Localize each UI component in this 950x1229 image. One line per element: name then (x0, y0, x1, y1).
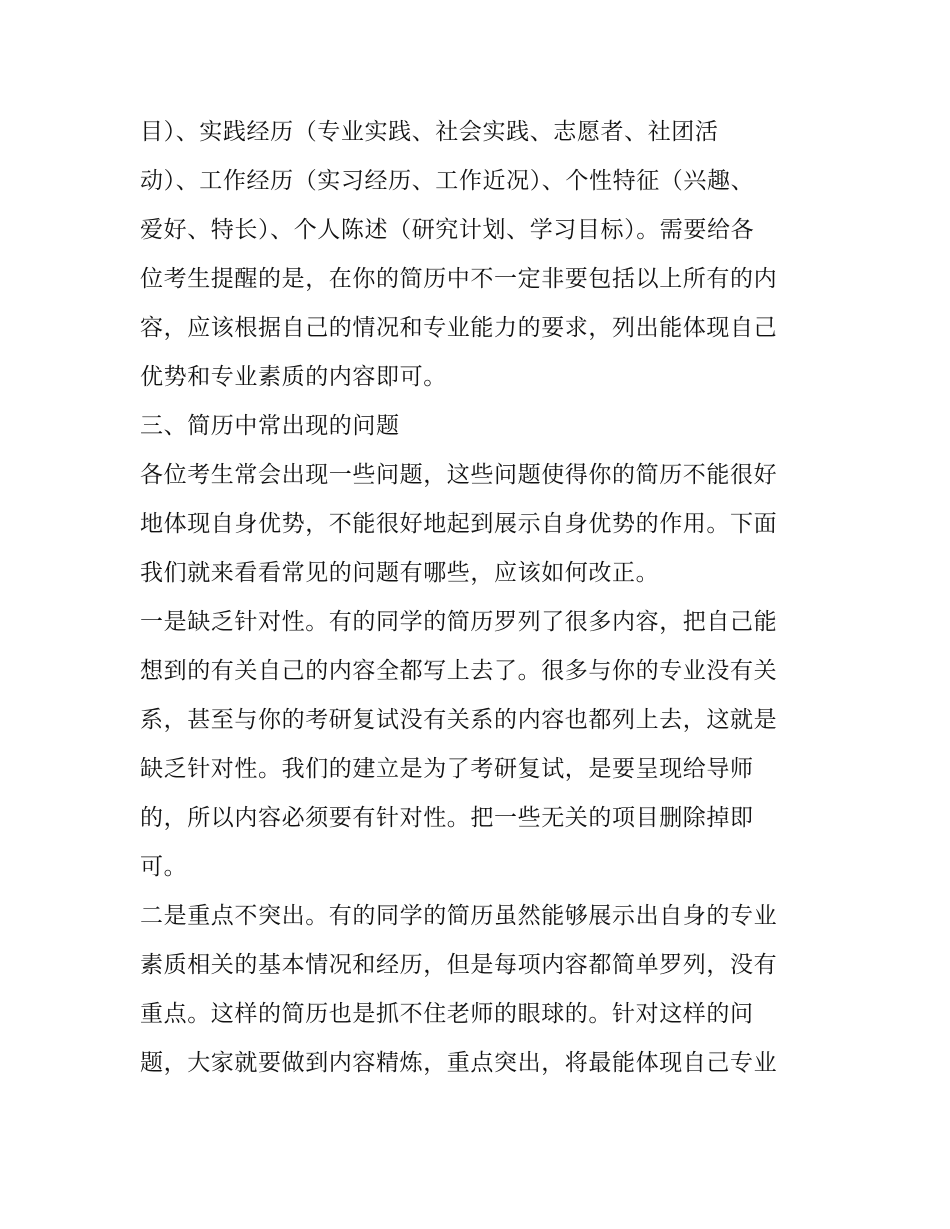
text-line: 动）、工作经历（实习经历、工作近况）、个性特征（兴趣、 (140, 168, 755, 194)
text-line: 地体现自身优势，不能很好地起到展示自身优势的作用。下面 (140, 511, 778, 537)
text-line: 优势和专业素质的内容即可。 (140, 364, 447, 390)
text-line: 想到的有关自己的内容全都写上去了。很多与你的专业没有关 (140, 658, 778, 684)
document-body (140, 108, 820, 1088)
text-line: 目）、实践经历（专业实践、社会实践、志愿者、社团活 (140, 119, 719, 145)
text-line: 的，所以内容必须要有针对性。把一些无关的项目删除掉即 (140, 805, 754, 831)
text-line: 二是重点不突出。有的同学的简历虽然能够展示出自身的专业 (140, 903, 778, 929)
text-line: 缺乏针对性。我们的建立是为了考研复试，是要呈现给导师 (140, 756, 754, 782)
text-line: 爱好、特长）、个人陈述（研究计划、学习目标）。需要给各 (140, 217, 755, 243)
text-line: 重点。这样的简历也是抓不住老师的眼球的。针对这样的问 (140, 1001, 754, 1027)
text-line: 我们就来看看常见的问题有哪些，应该如何改正。 (140, 560, 660, 586)
section-heading: 三、简历中常出现的问题 (140, 413, 400, 439)
text-line: 各位考生常会出现一些问题，这些问题使得你的简历不能很好 (140, 462, 778, 488)
text-line: 一是缺乏针对性。有的同学的简历罗列了很多内容，把自己能 (140, 609, 778, 635)
text-line: 位考生提醒的是，在你的简历中不一定非要包括以上所有的内 (140, 266, 778, 292)
text-line: 题，大家就要做到内容精炼，重点突出，将最能体现自己专业 (140, 1050, 778, 1076)
text-line: 系，甚至与你的考研复试没有关系的内容也都列上去，这就是 (140, 707, 778, 733)
text-line: 素质相关的基本情况和经历，但是每项内容都简单罗列，没有 (140, 952, 778, 978)
text-line: 容，应该根据自己的情况和专业能力的要求，列出能体现自己 (140, 315, 778, 341)
text-line: 可。 (140, 854, 188, 880)
